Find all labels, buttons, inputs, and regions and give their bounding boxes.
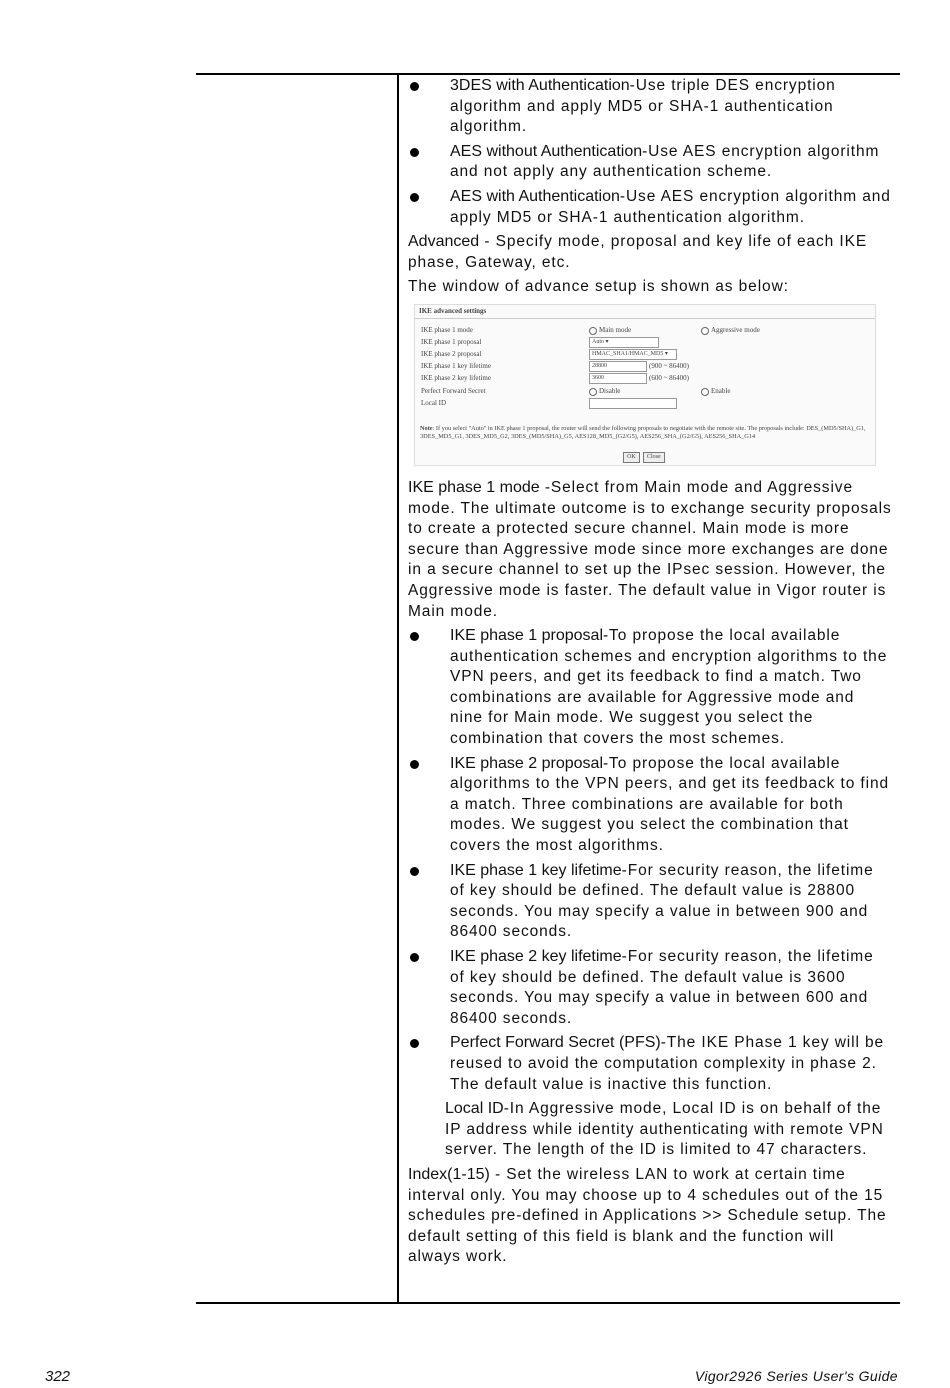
bullet-icon	[410, 867, 419, 876]
bullet-aes-auth: AES with Authentication-Use AES encryption algorithm and apply MD5 or SHA-1 authentication algorithm.	[408, 187, 892, 228]
screenshot-header	[415, 305, 875, 319]
ike-mode-paragraph: IKE phase 1 mode -Select from Main mode and Aggressive mode. The ultimate outcome is to exchange security proposals to create a protected secure channel. Main mode is more secure than Aggressive mode since more exchanges are done in a secure channel to set up the IPsec session. However, the Aggressive mode is faster. The default value in Vigor router is Main mode.	[408, 478, 892, 620]
ok-button[interactable]: OK	[623, 452, 640, 463]
bullet-icon	[410, 1039, 419, 1048]
local-id-input[interactable]	[589, 398, 677, 409]
table-bottom-rule	[196, 1302, 900, 1304]
index-paragraph: Index(1-15) - Set the wireless LAN to work at certain time interval only. You may choose up to 4 schedules out of the 15 schedules pre-defined in Applications >> Schedule setup. The default setting of this field is blank and the function will always work.	[408, 1165, 887, 1266]
phase1-lifetime-input[interactable]: 28800	[589, 361, 647, 372]
row-phase1-mode: IKE phase 1 mode Main mode Aggressive mode	[421, 325, 760, 334]
bullet-phase2-lifetime: IKE phase 2 key lifetime-For security reason, the lifetime of key should be defined. The default value is 3600 seconds. You may specify a value in between 600 and 86400 seconds.	[408, 947, 892, 1029]
close-button[interactable]: Close	[643, 452, 665, 463]
bullet-phase2-proposal: IKE phase 2 proposal-To propose the local available algorithms to the VPN peers, and get its feedback to find a match. Three combinations are available for both modes. We suggest you select the combination that covers the most algorithms.	[408, 754, 892, 857]
radio-aggressive-mode-icon[interactable]	[701, 327, 709, 335]
radio-pfs-enable-icon[interactable]	[701, 388, 709, 396]
bullet-phase1-lifetime: IKE phase 1 key lifetime-For security reason, the lifetime of key should be defined. The default value is 28800 seconds. You may specify a value in between 900 and 86400 seconds.	[408, 861, 892, 943]
phase2-proposal-select[interactable]: HMAC_SHA1/HMAC_MD5 ▾	[589, 349, 677, 360]
phase1-proposal-select[interactable]: Auto ▾	[589, 337, 659, 348]
bullet-icon	[410, 82, 419, 91]
screenshot-title: IKE advanced settings	[419, 306, 487, 315]
row-phase1-proposal: IKE phase 1 proposal Auto ▾	[421, 337, 871, 348]
row-phase1-lifetime: IKE phase 1 key lifetime 28800 (900 ~ 86400)	[421, 361, 689, 370]
table-column-divider	[397, 74, 399, 1304]
guide-title: Vigor2926 Series User's Guide	[694, 1368, 898, 1384]
row-phase2-lifetime: IKE phase 2 key lifetime 3600 (600 ~ 86400)	[421, 373, 689, 382]
local-id-paragraph: Local ID-In Aggressive mode, Local ID is on behalf of the IP address while identity authenticating with remote VPN server. The length of the ID is limited to 47 characters.	[445, 1100, 884, 1159]
phase2-lifetime-input[interactable]: 3600	[589, 373, 647, 384]
description-column	[408, 76, 892, 1272]
row-local-id: Local ID	[421, 398, 871, 409]
radio-main-mode-icon[interactable]	[589, 327, 597, 335]
screenshot-note: Note: If you select "Auto" in IKE phase 1 proposal, the router will send the following proposals to negotiate with the remote site. The proposals include: DES_(MD5/SHA)_G1, 3DES_MD5_G1, 3DES_MD5_G2, 3DES_(MD5/SHA)_G5, AES128_MD5_(G2/G5), AES256_SHA_(G2/G5), AES256_SHA_G14	[420, 424, 866, 440]
bullet-icon	[410, 193, 419, 202]
bullet-icon	[410, 148, 419, 157]
bullet-3des-auth: 3DES with Authentication-Use triple DES encryption algorithm and apply MD5 or SHA-1 authentication algorithm.	[408, 76, 892, 138]
window-intro: The window of advance setup is shown as below:	[408, 278, 789, 296]
table-top-rule	[196, 73, 900, 75]
radio-pfs-disable-icon[interactable]	[589, 388, 597, 396]
page-number: 322	[45, 1368, 71, 1385]
advanced-paragraph: Advanced - Specify mode, proposal and key life of each IKE phase, Gateway, etc.	[408, 233, 868, 271]
bullet-icon	[410, 953, 419, 962]
bullet-aes-no-auth: AES without Authentication-Use AES encryption algorithm and not apply any authentication scheme.	[408, 142, 892, 183]
bullet-icon	[410, 632, 419, 641]
bullet-pfs: Perfect Forward Secret (PFS)-The IKE Phase 1 key will be reused to avoid the computation complexity in phase 2. The default value is inactive this function.	[408, 1033, 892, 1095]
bullet-icon	[410, 760, 419, 769]
bullet-phase1-proposal: IKE phase 1 proposal-To propose the local available authentication schemes and encryption algorithms to the VPN peers, and get its feedback to find a match. Two combinations are available for Aggressive mode and nine for Main mode. We suggest you select the combination that covers the most schemes.	[408, 626, 892, 750]
row-pfs: Perfect Forward Secret Disable Enable	[421, 386, 731, 395]
ike-advanced-settings-screenshot	[414, 304, 876, 466]
row-phase2-proposal: IKE phase 2 proposal HMAC_SHA1/HMAC_MD5 ▾	[421, 349, 871, 360]
